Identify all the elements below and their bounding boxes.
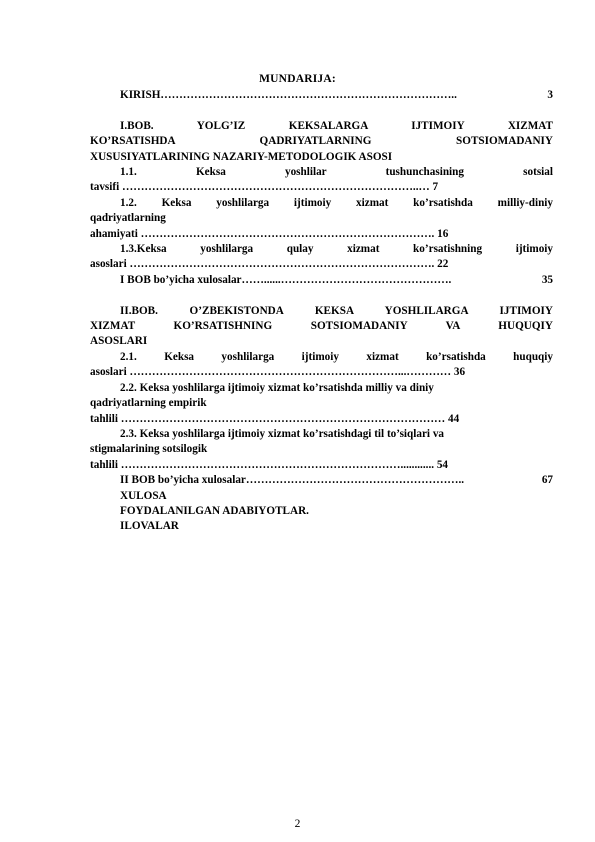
toc-section-line: qadriyatlarning empirik (90, 397, 207, 410)
toc-leader-dots: ……………………………………………………………………..… (122, 181, 430, 194)
toc-chapter-line: XIZMAT KO’RSATISHNING SOTSIOMADANIY VA HUQUQIY (90, 320, 553, 333)
toc-section-leader-line (90, 257, 553, 272)
toc-leader-dots: ……......………………………………………. (241, 273, 452, 286)
toc-entry-chapter-1-summary[interactable] (90, 273, 553, 288)
toc-page-number: 16 (437, 227, 449, 240)
spacer (90, 103, 553, 118)
toc-entry-label: tahlili (90, 458, 118, 471)
page-number: 2 (294, 818, 301, 830)
toc-entry-label: asoslari (90, 366, 127, 379)
toc-section-2-3[interactable] (90, 427, 553, 473)
toc-section-line: qadriyatlarning (90, 212, 166, 225)
toc-entry-label: tahlili (90, 412, 118, 425)
toc-chapter-line: XUSUSIYATLARINING NAZARIY-METODOLOGIK ASOSI (90, 150, 393, 163)
toc-page-number: 44 (448, 412, 460, 425)
toc-section-2-1[interactable] (90, 350, 553, 381)
toc-page-number: 22 (437, 258, 449, 271)
toc-entry-label: II BOB bo’yicha xulosalar (120, 474, 246, 487)
toc-section-1-3[interactable] (90, 242, 553, 273)
toc-page-number: 36 (453, 366, 466, 379)
toc-page-number: 3 (547, 89, 553, 101)
toc-section-1-1[interactable] (90, 165, 553, 196)
toc-section-line: 2.3. Keksa yoshlilarga ijtimoiy xizmat ko’rsatishdagi til to’siqlari va (120, 427, 445, 440)
toc-section-leader-line (90, 180, 553, 195)
toc-section-line: 1.3.Keksa yoshlilarga qulay xizmat ko’rsatishning ijtimoiy (120, 243, 553, 256)
toc-page-number: 7 (432, 181, 439, 194)
toc-entry-label: KIRISH (120, 89, 161, 101)
toc-section-line: 2.1. Keksa yoshlilarga ijtimoiy xizmat ko’rsatishda huquqiy (120, 350, 553, 363)
toc-section-line: 1.2. Keksa yoshlilarga ijtimoiy xizmat ko’rsatishda milliy-diniy (120, 196, 553, 209)
toc-entry-bibliography[interactable]: FOYDALANILGAN ADABIYOTLAR. (120, 504, 309, 517)
toc-leader-dots: …………………………………………………………………………… (120, 412, 446, 425)
toc-section-leader-line (90, 458, 553, 473)
toc-section-line: 1.1. Keksa yoshlilar tushunchasining sotsial (120, 166, 553, 179)
toc-section-leader-line (90, 412, 553, 427)
toc-leader-dots: ………………………………………………………………...………… (129, 366, 452, 379)
toc-leader-dots: ……………………………………………………………………. (140, 227, 435, 240)
toc-entry-xulosa[interactable]: XULOSA (120, 489, 167, 502)
toc-chapter-1[interactable] (90, 119, 553, 165)
toc-entry-label: tavsifi (90, 181, 120, 194)
toc-leader-dots: …………………………………………………………………............ (120, 458, 435, 471)
toc-page-number: 54 (436, 458, 449, 471)
toc-chapter-line: I.BOB. YOLG’IZ KEKSALARGA IJTIMOIY XIZMAT (120, 119, 553, 132)
toc-chapter-line: ASOSLARI (90, 335, 148, 348)
toc-entry-chapter-2-summary[interactable] (90, 473, 553, 488)
toc-section-2-2[interactable] (90, 381, 553, 427)
spacer (90, 288, 553, 303)
page-title: MUNDARIJA: (259, 73, 336, 85)
table-of-contents (90, 88, 553, 535)
toc-entry-label: I BOB bo’yicha xulosalar (120, 273, 242, 286)
toc-leader-dots: ………………………………………………….. (245, 474, 465, 487)
toc-page-number: 35 (541, 273, 553, 286)
toc-leader-dots: …………………………………………………………………….. (160, 89, 457, 101)
toc-section-line: stigmalarining sotsilogik (90, 443, 208, 456)
toc-entry-appendices[interactable]: ILOVALAR (120, 520, 179, 533)
toc-chapter-line: II.BOB. O’ZBEKISTONDA KEKSA YOSHLILARGA IJTIMOIY (120, 304, 553, 317)
toc-section-line: 2.2. Keksa yoshlilarga ijtimoiy xizmat ko’rsatishda milliy va diniy (120, 381, 434, 394)
toc-chapter-line: KO’RSATISHDA QADRIYATLARNING SOTSIOMADANIY (90, 135, 553, 148)
toc-entry-kirish[interactable] (90, 88, 553, 103)
toc-chapter-2[interactable] (90, 304, 553, 350)
toc-section-leader-line (90, 227, 553, 242)
toc-entry-label: asoslari (90, 258, 127, 271)
toc-page-number: 67 (541, 474, 553, 487)
toc-section-leader-line (90, 365, 553, 380)
toc-leader-dots: ………………………………………………………………………. (129, 258, 435, 271)
toc-entry-label: ahamiyati (90, 227, 138, 240)
toc-section-1-2[interactable] (90, 196, 553, 242)
